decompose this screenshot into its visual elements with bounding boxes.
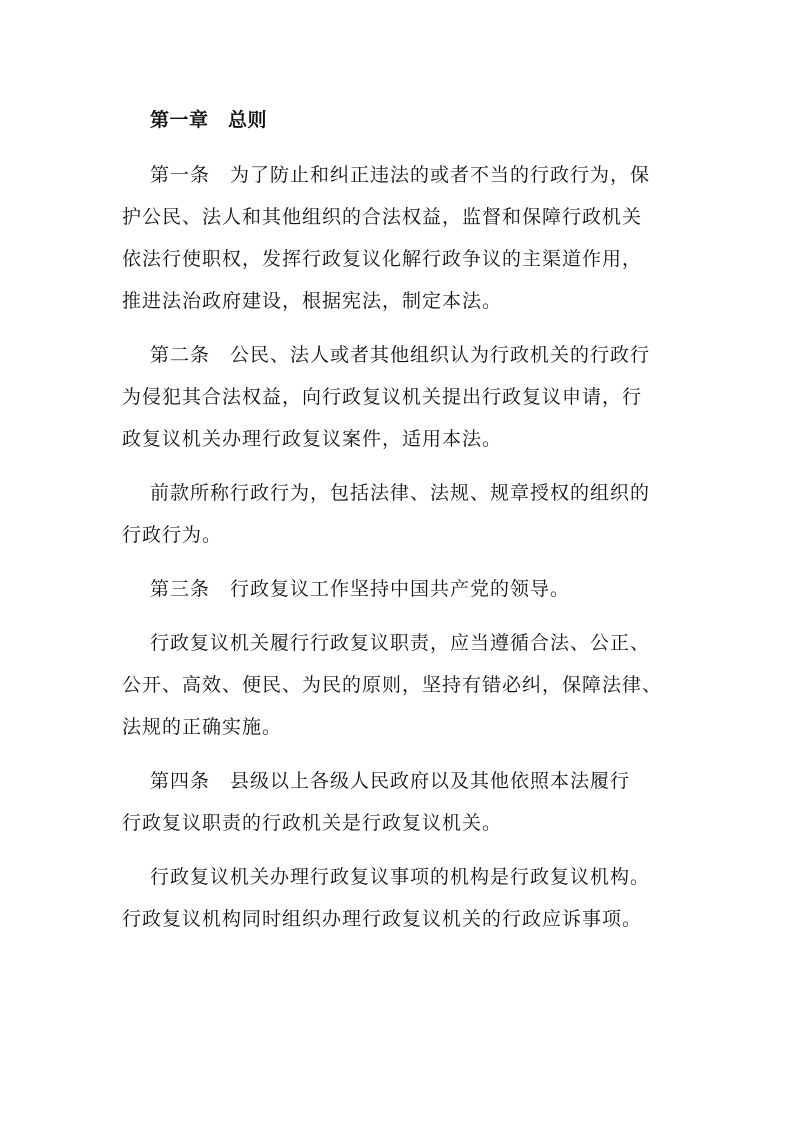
text-line: 行政复议职责的行政机关是行政复议机关。 [122,812,503,834]
article-2-second-paragraph [122,472,682,556]
text-line: 护公民、法人和其他组织的合法权益，监督和保障行政机关 [122,206,643,228]
article-2-paragraph [122,334,682,460]
text-line: 行政复议机关履行行政复议职责，应当遵循合法、公正、 [150,632,651,654]
text-line: 前款所称行政行为，包括法律、法规、规章授权的组织的 [150,482,651,504]
article-3-paragraph [122,568,682,610]
article-1-paragraph [122,154,682,322]
document-body [122,98,682,952]
text-line: 第四条 县级以上各级人民政府以及其他依照本法履行 [150,770,631,792]
chapter-heading: 第一章 总则 [150,109,268,131]
article-3-second-paragraph [122,622,682,748]
article-4-paragraph [122,760,682,844]
text-line: 第三条 行政复议工作坚持中国共产党的领导。 [150,578,571,600]
text-line: 第一条 为了防止和纠正违法的或者不当的行政行为，保 [150,164,651,186]
text-line: 依法行使职权，发挥行政复议化解行政争议的主渠道作用， [122,248,643,270]
text-line: 推进法治政府建设，根据宪法，制定本法。 [122,290,503,312]
text-line: 行政复议机构同时组织办理行政复议机关的行政应诉事项。 [122,908,643,930]
text-line: 行政行为。 [122,524,223,546]
text-line: 为侵犯其合法权益，向行政复议机关提出行政复议申请，行 [122,386,643,408]
text-line: 政复议机关办理行政复议案件，适用本法。 [122,428,503,450]
text-line: 第二条 公民、法人或者其他组织认为行政机关的行政行 [150,344,651,366]
text-line: 公开、高效、便民、为民的原则，坚持有错必纠，保障法律、 [122,674,663,696]
text-line: 法规的正确实施。 [122,716,283,738]
text-line: 行政复议机关办理行政复议事项的机构是行政复议机构。 [150,866,651,888]
article-4-second-paragraph [122,856,682,940]
